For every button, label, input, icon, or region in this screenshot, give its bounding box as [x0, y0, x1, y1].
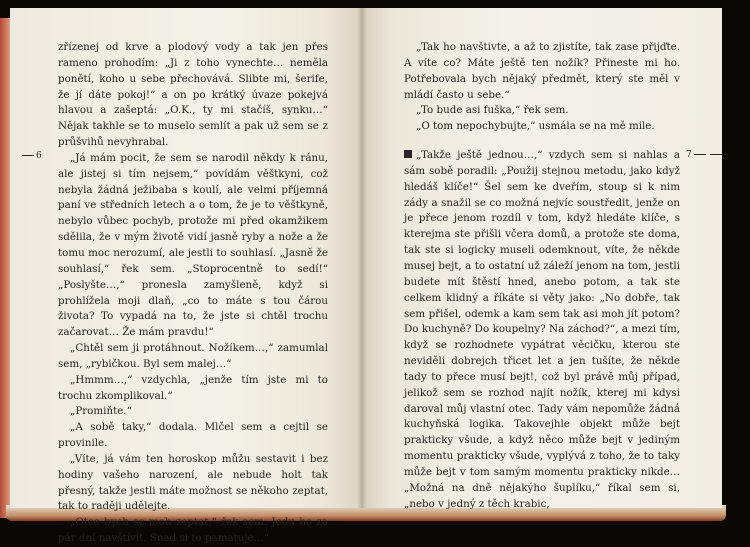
left-page-number-text: 6 [36, 151, 42, 161]
right-text-column [404, 40, 680, 512]
paragraph: „Promiňte.“ [70, 405, 132, 418]
paragraph: „O tom nepochybujte,“ usmála se na mě mile. [416, 120, 655, 133]
paragraph: „Tak ho navštivte, a až to zjistíte, tak zase přijďte. A víte co? Máte ještě ten nožík? Přineste mi ho. Potřebovala bych nějaký předmět, který ste měl v mládí často u sebe.“ [404, 41, 680, 101]
paragraph: „Chtěl sem ji protáhnout. Nožíkem…,“ zamumlal sem, „rybičkou. Byl sem malej…“ [58, 342, 328, 370]
left-text-column [58, 40, 328, 547]
section-marker-icon [404, 150, 412, 158]
right-page-number [686, 150, 724, 160]
left-page-number [20, 151, 42, 161]
paragraph: „Víte, já vám ten horoskop můžu sestavit i bez hodiny vašeho narození, ale nebude holt tak přesný, takže jestli máte možnost se někoho zeptat, tak to raději udělejte. [58, 452, 328, 513]
paragraph: „Já mám pocit, že sem se narodil někdy k ránu, ale jistej si tím nejsem,“ povídám věštkyni, což nebyla žádná ježibaba s koulí, ale velmi příjemná paní ve středních letech a o tom, že je to věštkyně, nebylo vůbec pochyb, protože mi před okamžikem sdělila, že v mým životě vidí jasně ryby a nože a že tomu moc nerozumí, ale jestli to souhlasí. „Jasně že souhlasí,“ řek sem. „Stoprocentně to sedí!“ „Poslyšte…,“ pronesla zamyšleně, když si prohlížela moji dlaň, „co to máte s tou čárou života? To vypadá na to, že jste si chtěl trochu začarovat… Že mám pravdu!“ [58, 151, 328, 339]
paragraph: zřízenej od krve a plodový vody a tak jen přes rameno prohodím: „Ji z toho vynechte… neměla ponětí, koho u sebe přechovává. Slibte mi, šerife, že jí dáte pokoj!“ a on po krátký úvaze pokejvá hlavou a zašeptá: „O.K., ty mi stačíš, synku…“ Nějak takhle se to muselo semlít a pak už sem se z průšvihů nevyhrabal. [58, 41, 328, 149]
right-page-number-text: 7 [686, 150, 692, 160]
paragraph: „To bude asi fuška,“ řek sem. [416, 104, 569, 117]
paragraph: „Hmmm…,“ vzdychla, „jenže tím jste mi to trochu zkomplikoval.“ [58, 373, 328, 402]
paragraph: „Otce bych se moh zeptat,“ řek sem. Jedu ho za pár dní navštívit. Snad si to pamatuje…“ [58, 516, 328, 545]
section-paragraph-text: „Takže ještě jednou…,“ vzdych sem si nahlas a sám sobě poradil: „Použij stejnou metodu, jako když hledáš klíče!“ Šel sem ke dveřím, stoup si k nim zády a snažil se co možná nejvíc soustředit, jenže on je přece jenom rozdíl v tom, když hledáte klíče, s kterejma ste přišli včera domů, a protože ste doma, tak ste si logicky museli odemknout, víte, že někde musej bejt, a to ostatní už záleží jenom na tom, jestli budete mít štěstí hned, anebo potom, a tak ste celkem klidný a říkáte si věty jako: „No dobře, tak sem přišel, odemk a kam sem tak asi moh jít potom? Do kuchyně? Do koupelny? Na záchod?“, a mezi tím, když se rozhodnete vypátrat věcičku, kterou ste neviděli dobrejch třicet let a jen tušíte, že někde tady to přece musí bejt!, což byl právě můj případ, jelikož sem se rozhod najít nožík, kterej mi kdysi daroval můj vlastní otec. Tady vám nepomůže žádná kuchyňská logika. Takovejhle objekt může bejt prakticky všude, a když něco může bejt v jediným momentu prakticky všude, vyplývá z toho, že to taky může bejt v tom samým momentu prakticky nikde… „Možná na dně nějakýho šuplíku,“ říkal sem si, „nebo v jedný z těch krabic, [404, 149, 680, 510]
book-gutter [356, 8, 368, 508]
paragraph: „A sobě taky,“ dodala. Mlčel sem a cejtil se provinile. [58, 421, 328, 450]
section-paragraph [404, 148, 680, 512]
